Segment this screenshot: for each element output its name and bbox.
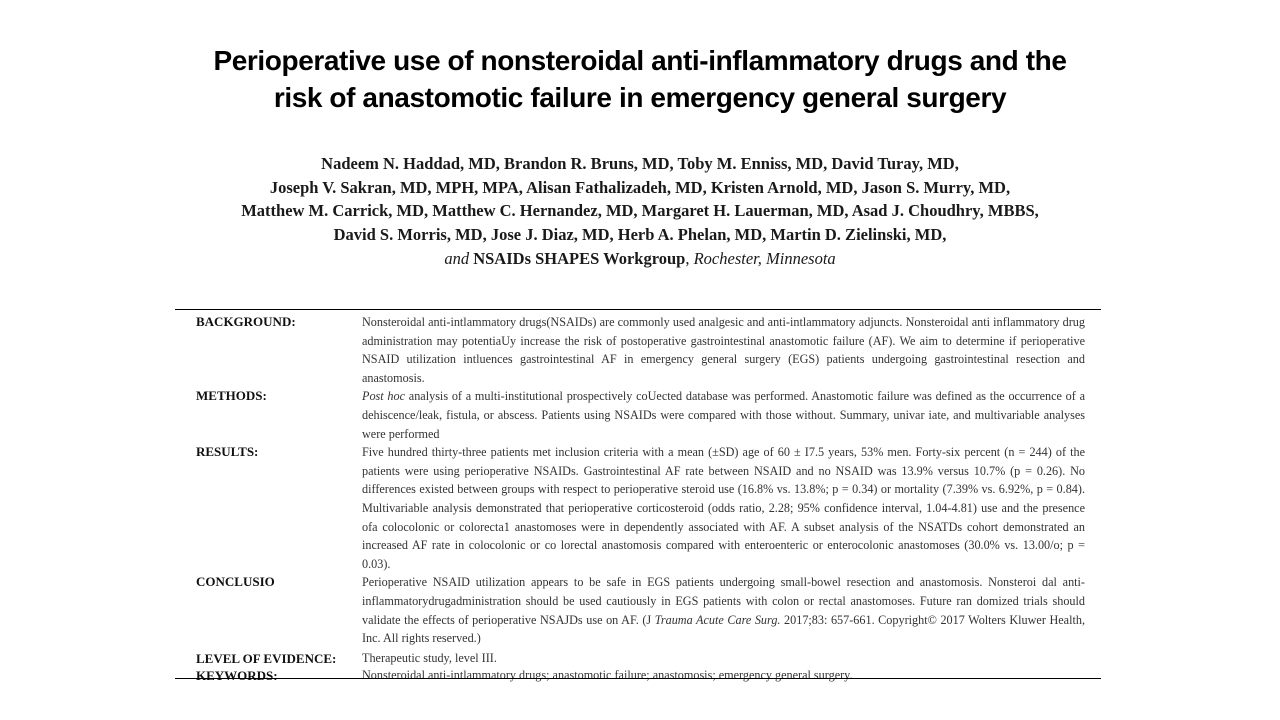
author-comma: ,	[685, 249, 690, 269]
abstract-section-methods	[175, 387, 1101, 443]
conclusion-citation: 2017;83: 657-661. Copyright© 2017 Wolters Kluwer Health, Inc. All rights reserved.)	[362, 612, 1085, 646]
author-line-affiliation	[140, 247, 1140, 271]
abstract-section-background	[175, 313, 1101, 387]
section-label: BACKGROUND:	[196, 314, 296, 329]
section-text: Five hundred thirty-three patients met inclusion criteria with a mean (±SD) age of 60 ± I7.5 years, 53% men. Forty-six percent (n = 244) of the patients were using perioperative NSAIDs. Gastrointestinal AF rate between NSAID and no NSAID was 13.9% versus 10.7% (p = 0.26). No differences existed between groups with respect to perioperative steroid use (16.8% vs. 13.8%; p = 0.34) or mortality (7.39% vs. 6.92%, p = 0.84). Multivariable analysis demonstrated that perioperative corticosteroid (odds ratio, 2.28; 95% confidence interval, 1.04-4.81) use and the presence ofa colocolonic or colorecta1 anastomoses were in dependently associated with AF. A subset analysis of the NSATDs cohort demonstrated an increased AF rate in colocolonic or co lorectal anastomosis compared with enteroenteric or enterocolonic anastomoses (30.0% vs. 13.00/o; p = 0.03).	[362, 445, 1085, 571]
paper-title	[140, 42, 1140, 116]
abstract-bottom-rule	[175, 678, 1101, 679]
title-line: risk of anastomotic failure in emergency general surgery	[273, 82, 1007, 113]
affiliation-location: Rochester, Minnesota	[693, 249, 836, 269]
title-line: Perioperative use of nonsteroidal anti-inflammatory drugs and the	[213, 45, 1067, 76]
author-line: Matthew M. Carrick, MD, Matthew C. Hernandez, MD, Margaret H. Lauerman, MD, Asad J. Choudhry, MBBS,	[241, 201, 1039, 221]
methods-text: analysis of a multi-institutional prospectively coUected database was performed. Anastomotic failure was defined as the occurrence of a dehiscence/leak, fistula, or abscess. Patients using NSAIDs were compared with those without. Summary, univar iate, and multivariable analyses were performed	[362, 389, 1085, 441]
section-label: CONCLUSIO	[196, 574, 275, 590]
author-line: Joseph V. Sakran, MD, MPH, MPA, Alisan Fathalizadeh, MD, Kristen Arnold, MD, Jason S. Murry, MD,	[269, 177, 1011, 197]
author-line: David S. Morris, MD, Jose J. Diaz, MD, Herb A. Phelan, MD, Martin D. Zielinski, MD,	[333, 224, 947, 244]
author-line: Nadeem N. Haddad, MD, Brandon R. Bruns, MD, Toby M. Enniss, MD, David Turay, MD,	[321, 154, 959, 173]
section-text	[362, 387, 1085, 443]
abstract-section-conclusion	[175, 573, 1101, 647]
section-text: Nonsteroidal anti-intlammatory drugs; anastomotic failure; anastomosis; emergency general surgery.	[362, 667, 853, 682]
abstract-section-results	[175, 443, 1101, 573]
section-label: LEVEL OF EVIDENCE:	[196, 650, 337, 666]
journal-name-italic: Trauma Acute Care Surg.	[654, 612, 781, 627]
section-label: RESULTS:	[196, 444, 259, 460]
section-text: Therapeutic study, level III.	[362, 650, 497, 665]
section-text: Nonsteroidal anti-intlammatory drugs(NSAIDs) are commonly used analgesic and anti-intlammatory adjuncts. Nonsteroidal anti inflammatory drug administration may potentiaUy increase the risk of postoperative gastrointestinal anastomotic failure (AF). We aim to determine if perioperative NSAID utilization intluences gastrointestinal AF in emergency general surgery (EGS) patients undergoing gastrointestinal resection and anastomosis.	[362, 315, 1085, 385]
section-label: KEYWORDS:	[196, 667, 278, 683]
abstract-section-level	[175, 650, 1101, 667]
section-text	[362, 573, 1085, 647]
post-hoc-italic: Post hoc	[362, 389, 406, 404]
abstract-block	[175, 313, 1101, 684]
conclusion-text: Perioperative NSAID utilization appears to be safe in EGS patients undergoing small-bowel resection and anastomosis. Nonsteroi dal anti-inflammatorydrugadministration should be used cautiously in EGS patients with colon or rectal anastomoses. Future ran domized trials should validate the effects of perioperative NSAJDs use on AF. (J	[362, 575, 1085, 627]
workgroup-name: NSAIDs SHAPES Workgroup	[473, 249, 686, 269]
section-label: METHODS:	[196, 388, 267, 404]
author-and: and	[444, 249, 470, 269]
abstract-top-rule	[175, 309, 1101, 310]
abstract-section-keywords	[175, 667, 1101, 684]
author-list	[140, 152, 1140, 271]
